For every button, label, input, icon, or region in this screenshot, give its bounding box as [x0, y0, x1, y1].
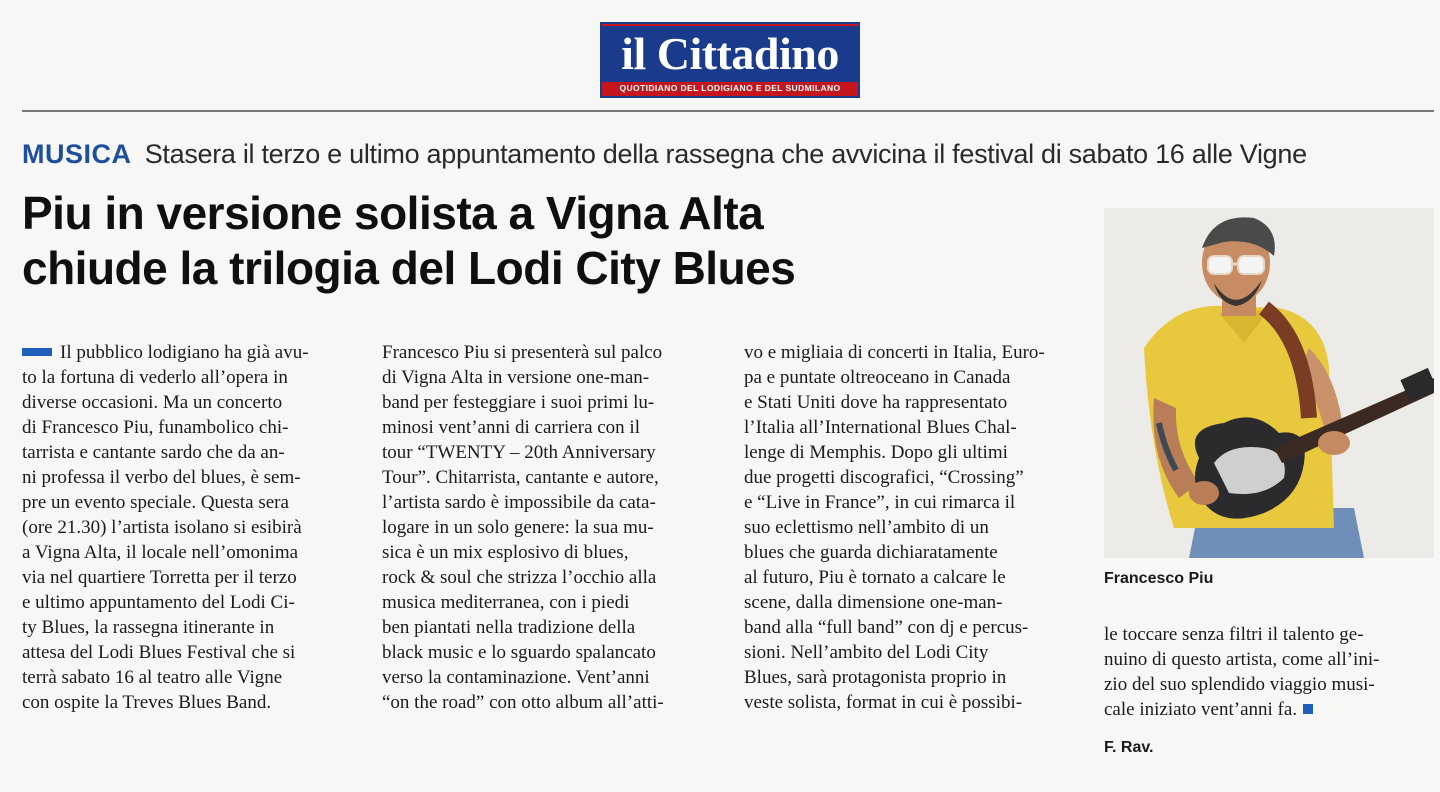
article-line	[744, 340, 1079, 365]
article-line-text: logare in un solo genere: la sua mu-	[382, 517, 654, 538]
article-line-text: nuino di questo artista, come all’ini-	[1104, 649, 1380, 670]
article-line-text: al futuro, Piu è tornato a calcare le	[744, 567, 1006, 588]
article-line	[22, 415, 352, 440]
article-line-text: cale iniziato vent’anni fa.	[1104, 699, 1298, 720]
article-line	[382, 565, 717, 590]
kicker	[22, 134, 1440, 174]
article-line	[382, 590, 717, 615]
article-line	[22, 615, 352, 640]
article-line-text: rock & soul che strizza l’occhio alla	[382, 567, 657, 588]
article-line-text: ni professa il verbo del blues, è sem-	[22, 467, 301, 488]
article-line-text: scene, dalla dimensione one-man-	[744, 592, 1003, 613]
article-line	[382, 665, 717, 690]
article-line-text: l’Italia all’International Blues Chal-	[744, 417, 1017, 438]
headline-line-1: Piu in versione solista a Vigna Alta	[22, 187, 764, 239]
article-line-text: suo eclettismo nell’ambito di un	[744, 517, 989, 538]
article-line-text: e ultimo appuntamento del Lodi Ci-	[22, 592, 295, 613]
article-line	[382, 490, 717, 515]
article-line	[382, 640, 717, 665]
article-line	[22, 540, 352, 565]
article-column-1	[22, 340, 352, 715]
article-line	[1104, 672, 1434, 697]
article-line	[744, 540, 1079, 565]
article-line-text: tarrista e cantante sardo che da an-	[22, 442, 285, 463]
article-line	[744, 440, 1079, 465]
article-line	[382, 390, 717, 415]
article-line	[22, 440, 352, 465]
article-line-text: di Vigna Alta in versione one-man-	[382, 367, 650, 388]
masthead-divider	[22, 110, 1434, 112]
article-line	[22, 390, 352, 415]
article-line	[22, 565, 352, 590]
article-line-text: due progetti discografici, “Crossing”	[744, 467, 1024, 488]
article-column-2	[382, 340, 717, 715]
article-line	[22, 340, 352, 365]
article-line	[22, 365, 352, 390]
article-line-text: “on the road” con otto album all’atti-	[382, 692, 664, 713]
article-line-text: black music e lo sguardo spalancato	[382, 642, 656, 663]
article-line-text: attesa del Lodi Blues Festival che si	[22, 642, 296, 663]
article-column-3	[744, 340, 1079, 715]
article-line	[382, 440, 717, 465]
article-line-text: le toccare senza filtri il talento ge-	[1104, 624, 1364, 645]
article-line-text: lenge di Memphis. Dopo gli ultimi	[744, 442, 1008, 463]
article-line-text: con ospite la Treves Blues Band.	[22, 692, 272, 713]
section-tag: MUSICA	[22, 139, 132, 169]
article-line	[744, 690, 1079, 715]
headline	[22, 186, 1082, 296]
article-line-text: (ore 21.30) l’artista isolano si esibirà	[22, 517, 302, 538]
article-line-text: minosi vent’anni di carriera con il	[382, 417, 640, 438]
headline-line-2: chiude la trilogia del Lodi City Blues	[22, 242, 796, 294]
article-line-text: zio del suo splendido viaggio musi-	[1104, 674, 1375, 695]
article-line-text: via nel quartiere Torretta per il terzo	[22, 567, 297, 588]
article-line-text: musica mediterranea, con i piedi	[382, 592, 630, 613]
article-line	[382, 415, 717, 440]
article-line-text: ty Blues, la rassegna itinerante in	[22, 617, 275, 638]
article-line-text: a Vigna Alta, il locale nell’omonima	[22, 542, 299, 563]
article-line-text: sioni. Nell’ambito del Lodi City	[744, 642, 989, 663]
logo-subtitle: QUOTIDIANO DEL LODIGIANO E DEL SUDMILANO	[619, 83, 841, 93]
author-signature: F. Rav.	[1104, 739, 1154, 756]
article-line-text: pa e puntate oltreoceano in Canada	[744, 367, 1011, 388]
article-line-text: band alla “full band” con dj e percus-	[744, 617, 1029, 638]
article-line	[744, 465, 1079, 490]
article-line	[744, 565, 1079, 590]
article-line	[382, 365, 717, 390]
article-line	[382, 615, 717, 640]
end-mark-icon	[1303, 704, 1313, 714]
logo-title: il Cittadino	[602, 26, 858, 82]
article-line-text: ben piantati nella tradizione della	[382, 617, 636, 638]
article-line-text: Blues, sarà protagonista proprio in	[744, 667, 1007, 688]
article-line	[744, 665, 1079, 690]
article-line	[382, 465, 717, 490]
article-line-text: blues che guarda dichiaratamente	[744, 542, 998, 563]
article-line	[1104, 697, 1434, 722]
article-line	[1104, 647, 1434, 672]
article-line	[744, 640, 1079, 665]
article-line-text: l’artista sardo è impossibile da cata-	[382, 492, 656, 513]
article-line	[22, 515, 352, 540]
photo-caption: Francesco Piu	[1104, 570, 1214, 587]
artist-photo	[1104, 208, 1434, 558]
article-line	[22, 690, 352, 715]
lead-bullet-icon	[22, 348, 52, 356]
guitarist-illustration	[1104, 208, 1434, 558]
article-column-4	[1104, 622, 1434, 722]
article-line-text: di Francesco Piu, funambolico chi-	[22, 417, 289, 438]
article-line	[744, 590, 1079, 615]
article-line	[22, 465, 352, 490]
article-line	[744, 490, 1079, 515]
article-line	[744, 365, 1079, 390]
article-line	[744, 390, 1079, 415]
masthead-logo	[600, 22, 860, 98]
article-line-text: vo e migliaia di concerti in Italia, Euro-	[744, 342, 1045, 363]
article-line-text: verso la contaminazione. Vent’anni	[382, 667, 650, 688]
article-line	[382, 540, 717, 565]
article-line	[22, 490, 352, 515]
article-line-text: sica è un mix esplosivo di blues,	[382, 542, 629, 563]
article-line-text: e Stati Uniti dove ha rappresentato	[744, 392, 1008, 413]
article-line	[22, 590, 352, 615]
article-line	[744, 515, 1079, 540]
article-line-text: e “Live in France”, in cui rimarca il	[744, 492, 1016, 513]
article-line	[744, 615, 1079, 640]
article-line-text: Il pubblico lodigiano ha già avu-	[60, 342, 309, 363]
article-line-text: Francesco Piu si presenterà sul palco	[382, 342, 663, 363]
article-line	[22, 640, 352, 665]
article-line	[22, 665, 352, 690]
article-line-text: to la fortuna di vederlo all’opera in	[22, 367, 288, 388]
article-line-text: tour “TWENTY – 20th Anniversary	[382, 442, 656, 463]
article-line-text: veste solista, format in cui è possibi-	[744, 692, 1023, 713]
article-line-text: band per festeggiare i suoi primi lu-	[382, 392, 655, 413]
article-line	[744, 415, 1079, 440]
article-line-text: pre un evento speciale. Questa sera	[22, 492, 289, 513]
article-line	[1104, 622, 1434, 647]
article-line	[382, 690, 717, 715]
article-line-text: terrà sabato 16 al teatro alle Vigne	[22, 667, 283, 688]
article-line-text: Tour”. Chitarrista, cantante e autore,	[382, 467, 659, 488]
article-line-text: diverse occasioni. Ma un concerto	[22, 392, 283, 413]
article-line	[382, 515, 717, 540]
article-line	[382, 340, 717, 365]
kicker-text: Stasera il terzo e ultimo appuntamento della rassegna che avvicina il festival di sabato 16 alle Vigne	[144, 139, 1307, 169]
